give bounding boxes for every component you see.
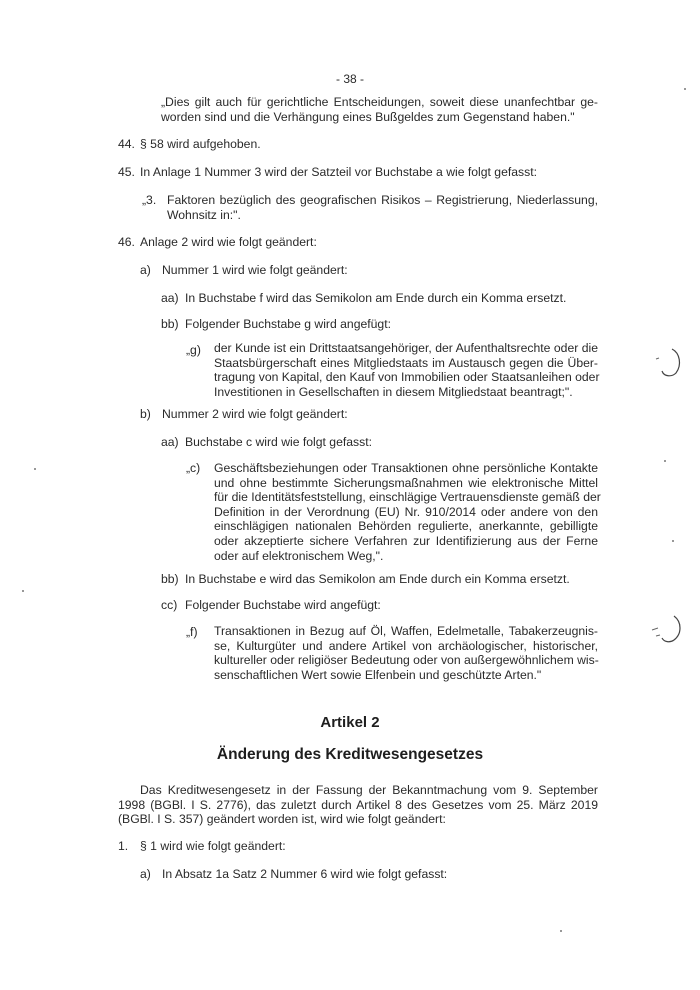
sub-sub-item-letter: aa) — [161, 291, 179, 305]
sub-sub-item-letter: aa) — [161, 435, 179, 449]
quote-letter: „f) — [186, 625, 198, 639]
sub-item-text: Nummer 2 wird wie folgt geändert: — [162, 407, 348, 421]
item-text: Anlage 2 wird wie folgt geändert: — [140, 235, 317, 249]
text-line: und ohne bestimmte Sicherungsmaßnahmen wie elektronische Mittel — [214, 475, 598, 490]
sub-sub-item-text: Folgender Buchstabe wird angefügt: — [185, 598, 381, 612]
quote-paragraph — [214, 461, 601, 563]
quote-paragraph — [214, 624, 598, 682]
text-line: se, Kulturgüter und andere Artikel von archäologischer, historischer, — [214, 638, 598, 653]
text-line: Faktoren bezüglich des geografischen Risikos – Registrierung, Niederlassung, — [167, 193, 598, 207]
quote-letter: „g) — [186, 343, 201, 357]
text-line: senschaftlichen Wert sowie Elfenbein und geschützte Arten." — [214, 667, 542, 682]
sub-item-letter: a) — [140, 263, 151, 277]
text-line: Geschäftsbeziehungen oder Transaktionen ohne persönliche Kontakte — [214, 461, 598, 475]
article-heading: Artikel 2 — [320, 714, 380, 731]
sub-item-letter: a) — [140, 867, 151, 881]
text-line: oder akzeptierte sichere Verfahren zur Identifizierung aus der Ferne — [214, 533, 598, 548]
sub-item-text: In Absatz 1a Satz 2 Nummer 6 wird wie folgt gefasst: — [162, 867, 448, 881]
text-line: Transaktionen in Bezug auf Öl, Waffen, Edelmetalle, Tabakerzeugnis- — [214, 624, 598, 638]
text-line: Staatsbürgerschaft eines Mitgliedstaats im Austausch gegen die Über- — [214, 355, 598, 370]
body-paragraph — [118, 783, 598, 827]
text-line: oder auf elektronischem Weg,". — [214, 548, 384, 563]
quote-paragraph — [214, 341, 598, 399]
item-number: 44. — [118, 137, 135, 151]
text-line: für die Identitätsfeststellung, einschlägige Vertrauensdienste gemäß der — [214, 490, 601, 505]
scan-speck — [664, 460, 666, 462]
margin-mark — [648, 612, 688, 648]
text-line: „Dies gilt auch für gerichtliche Entscheidungen, soweit diese unanfechtbar ge- — [161, 95, 598, 109]
text-line: Investitionen in Gesellschaften in diesem Mitgliedstaat beantragt;". — [214, 384, 573, 399]
scan-speck — [672, 540, 674, 542]
sub-sub-item-text: Folgender Buchstabe g wird angefügt: — [185, 317, 391, 331]
quote-paragraph — [167, 193, 598, 222]
sub-item-letter: b) — [140, 407, 151, 421]
page-number: - 38 - — [335, 72, 364, 86]
sub-sub-item-letter: bb) — [161, 572, 179, 586]
text-line: der Kunde ist ein Drittstaatsangehöriger, der Aufenthaltsrechte oder die — [214, 341, 598, 355]
quote-number: „3. — [142, 193, 157, 207]
item-number: 46. — [118, 235, 135, 249]
text-line: Das Kreditwesengesetz in der Fassung der Bekanntmachung vom 9. September — [140, 783, 598, 797]
text-line: worden sind und die Verhängung eines Bußgeldes zum Gegenstand haben." — [161, 109, 575, 124]
sub-item-text: Nummer 1 wird wie folgt geändert: — [162, 263, 348, 277]
item-text: § 58 wird aufgehoben. — [140, 137, 261, 151]
item-text: In Anlage 1 Nummer 3 wird der Satzteil vor Buchstabe a wie folgt gefasst: — [140, 165, 537, 179]
text-line: Definition in der Verordnung (EU) Nr. 910/2014 oder andere von den — [214, 504, 598, 519]
scan-speck — [560, 930, 562, 932]
quote-letter: „c) — [186, 461, 201, 475]
quote-paragraph — [161, 95, 598, 124]
sub-sub-item-text: In Buchstabe f wird das Semikolon am Ende durch ein Komma ersetzt. — [185, 291, 567, 305]
text-line: tragung von Kapital, den Kauf von Immobilien oder Staatsanleihen oder — [214, 370, 600, 385]
item-text: § 1 wird wie folgt geändert: — [140, 839, 286, 853]
text-line: kultureller oder religiöser Bedeutung oder von außergewöhnlichem wis- — [214, 653, 599, 668]
text-line: (BGBl. I S. 357) geändert worden ist, wird wie folgt geändert: — [118, 812, 446, 827]
article-subheading: Änderung des Kreditwesengesetzes — [216, 746, 484, 763]
sub-sub-item-letter: bb) — [161, 317, 179, 331]
item-number: 1. — [118, 839, 129, 853]
scan-speck — [22, 590, 24, 592]
text-line: einschlägigen nationalen Behörden regulierte, anerkannte, gebilligte — [214, 519, 598, 534]
sub-sub-item-letter: cc) — [161, 598, 178, 612]
text-line: 1998 (BGBl. I S. 2776), das zuletzt durch Artikel 8 des Gesetzes vom 25. März 2019 — [118, 797, 598, 812]
sub-sub-item-text: In Buchstabe e wird das Semikolon am Ende durch ein Komma ersetzt. — [185, 572, 570, 586]
sub-sub-item-text: Buchstabe c wird wie folgt gefasst: — [185, 435, 372, 449]
text-line: Wohnsitz in:". — [167, 207, 241, 222]
scan-speck — [34, 468, 36, 470]
margin-mark — [652, 345, 688, 381]
item-number: 45. — [118, 165, 135, 179]
scan-speck — [684, 88, 686, 90]
